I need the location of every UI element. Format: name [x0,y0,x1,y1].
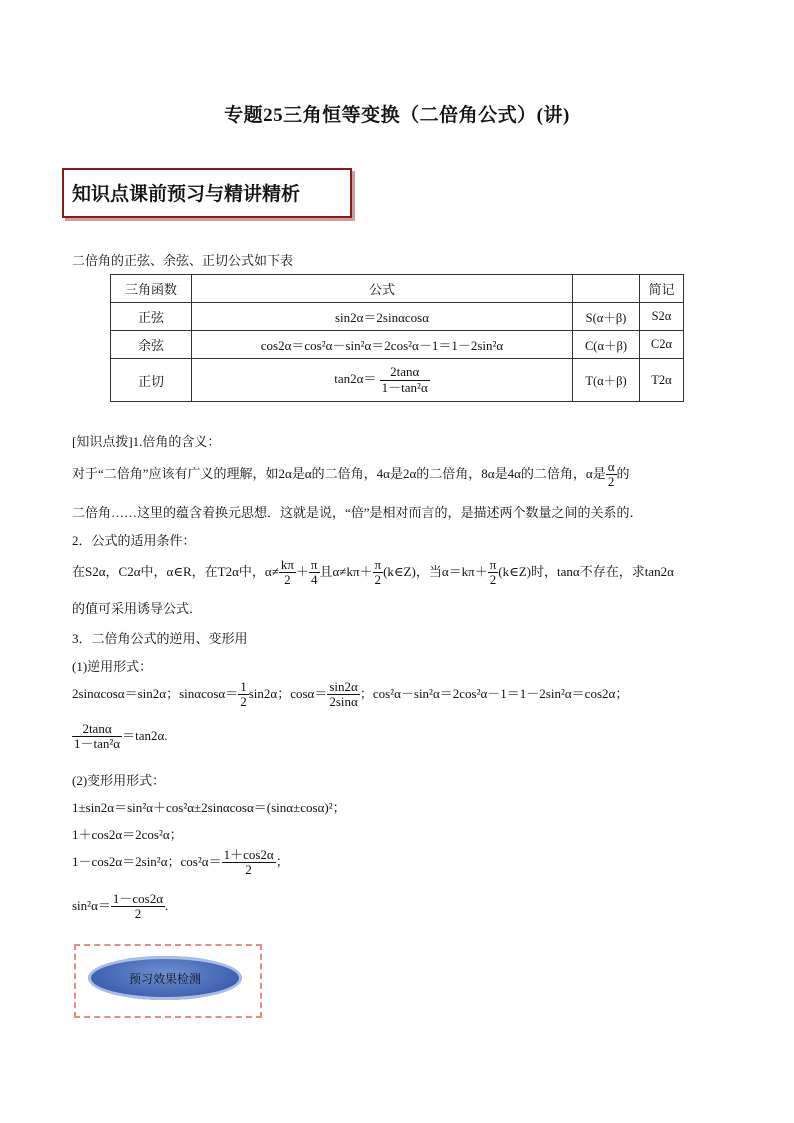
fraction-denominator: 2 [374,572,382,588]
table-cell: T2α [640,359,684,402]
table-intro: 二倍角的正弦、余弦、正切公式如下表 [72,253,294,268]
point2-text: 且α≠kπ＋ [319,563,373,579]
table-cell: C(α＋β) [573,331,640,359]
fraction-denominator: 2 [489,572,497,588]
fraction-numerator: π [310,557,318,572]
fraction [327,680,359,710]
table-row [111,331,684,359]
fraction-numerator: 2tanα [72,722,122,737]
fraction [488,558,499,588]
table-header-cell [573,275,640,303]
table-cell [192,359,573,402]
point2-text: (k∈Z)，当α＝kπ＋ [383,563,488,579]
inverse-text: ＝tan2α. [122,727,168,743]
fraction [72,722,122,752]
fraction-denominator: 4 [310,572,318,588]
section-heading: 知识点课前预习与精讲精析 [72,184,301,205]
fraction [111,892,165,922]
fraction [309,558,320,588]
fraction [373,558,384,588]
fraction-numerator: kπ [280,557,294,572]
formula-table [110,274,684,402]
fraction-numerator: 1＋cos2α [223,847,274,862]
point2-text: (k∈Z)时，tanα不存在，求tan2α [498,563,674,579]
fraction-denominator: 2 [245,862,252,878]
table-cell: T(α＋β) [573,359,640,402]
fraction-numerator: π [489,557,497,572]
tip1-line2: 二倍角……这里的蕴含着换元思想．这就是说，“倍”是相对而言的，是描述两个数量之间的关系的． [72,505,643,520]
inverse-line2 [72,722,168,752]
fraction-numerator: 1 [240,679,247,694]
table-cell: 正弦 [111,303,192,331]
tan-formula-fraction [380,365,430,395]
table-cell: S(α＋β) [573,303,640,331]
fraction-numerator: α [607,459,615,474]
inverse-text: sin2α；cosα＝ [248,685,328,701]
table-cell: 余弦 [111,331,192,359]
point2-text: 在S2α，C2α中，α∈R，在T2α中，α≠ [72,563,279,579]
fraction-denominator: 2 [284,572,291,588]
inverse-heading: (1)逆用形式： [72,659,153,674]
preview-check-label: 预习效果检测 [128,972,201,986]
deform-text: sin²α＝ [72,897,111,913]
tip-heading: [知识点拨]1.倍角的含义： [72,434,221,449]
point2-heading: 2．公式的适用条件： [72,533,196,548]
page-title: 专题25三角恒等变换（二倍角公式）(讲) [224,105,570,126]
fraction-numerator: 2tanα [380,365,430,380]
deform-line1: 1±sin2α＝sin²α＋cos²α±2sinαcosα＝(sinα±cosα)²； [72,800,346,815]
section-heading-box [62,168,352,218]
tip1-line1 [72,460,630,490]
table-header-cell: 三角函数 [111,275,192,303]
fraction-denominator: 2 [134,906,142,922]
deform-text: . [165,897,169,913]
table-cell: 正切 [111,359,192,402]
deform-line2: 1＋cos2α＝2cos²α； [72,827,183,842]
point2-text: ＋ [295,563,309,579]
tip1-text: 对于“二倍角”应该有广义的理解，如2α是α的二倍角，4α是2α的二倍角，8α是4α的二倍角，α是 [72,465,606,481]
fraction-denominator: 1－tan²α [74,736,121,752]
preview-check-badge [88,956,242,1000]
point3-heading: 3．二倍角公式的逆用、变形用 [72,631,248,646]
deform-line4 [72,892,168,922]
table-row [111,359,684,402]
tip1-tail: 的 [616,465,630,481]
table-cell: sin2α＝2sinαcosα [192,303,573,331]
fraction-numerator: π [374,557,382,572]
inverse-text: 2sinαcosα＝sin2α；sinαcosα＝ [72,685,239,701]
point2-line2: 的值可采用诱导公式． [72,601,203,616]
inverse-line1 [72,680,628,710]
table-header-cell: 公式 [192,275,573,303]
fraction [222,848,276,878]
table-row [111,303,684,331]
deform-text: ； [275,853,289,869]
fraction-numerator: sin2α [329,679,358,694]
deform-line3 [72,848,289,878]
inverse-text: ；cos²α－sin²α＝2cos²α－1＝1－2sin²α＝cos2α； [359,685,629,701]
deform-heading: (2)变形用形式： [72,773,166,788]
tan-formula-left: tan2α＝ [334,370,377,386]
deform-text: 1－cos2α＝2sin²α；cos²α＝ [72,853,222,869]
alpha-half-fraction [606,460,617,490]
fraction [238,680,249,710]
table-cell: cos2α＝cos²α－sin²α＝2cos²α－1＝1－2sin²α [192,331,573,359]
table-cell: C2α [640,331,684,359]
fraction-denominator: 2 [607,474,615,490]
fraction-denominator: 2 [240,694,247,710]
table-header-row [111,275,684,303]
fraction-numerator: 1－cos2α [112,891,164,906]
point2-line1 [72,558,674,588]
table-header-cell: 简记 [640,275,684,303]
table-cell: S2α [640,303,684,331]
fraction-denominator: 1－tan²α [381,379,428,395]
fraction [279,558,296,588]
fraction-denominator: 2sinα [329,694,358,710]
